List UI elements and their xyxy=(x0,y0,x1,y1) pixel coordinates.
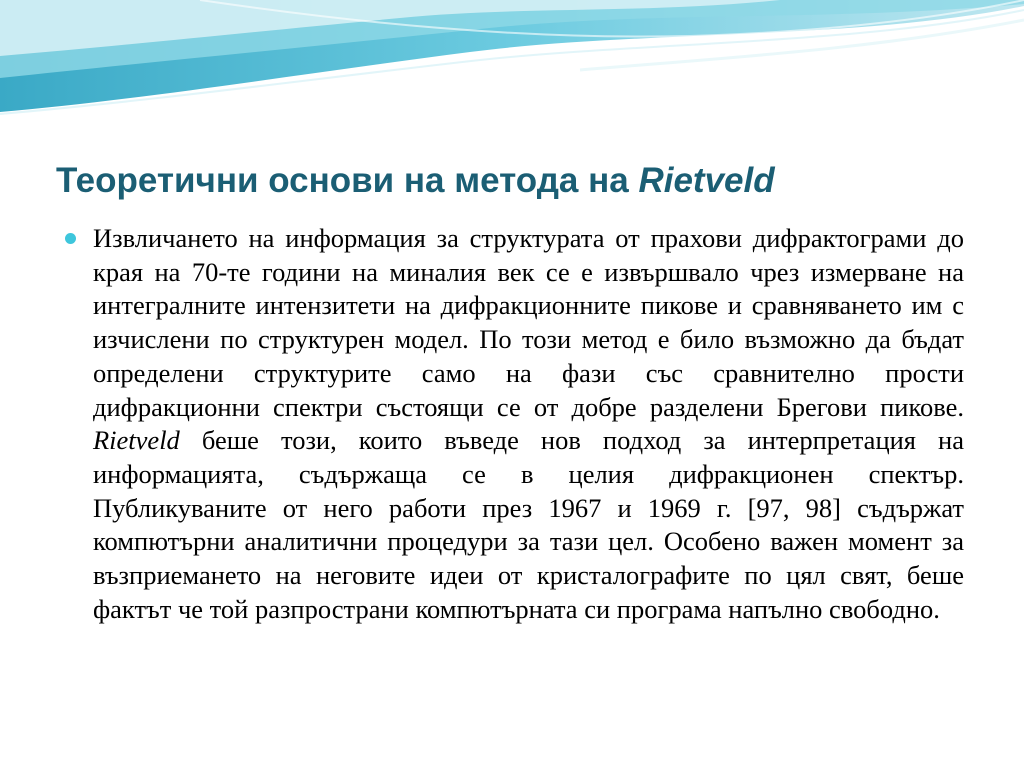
body-text-part2: беше този, които въведе нов подход за интерпретация на информацията, съдържаща се в целия дифракционен спектър. Публикуваните от него работи през 1967 и 1969 г. [97, 98] съдържат компютърни аналитични процедури за тази цел. Особено важен момент за възприемането на неговите идеи от кристалографите по цял свят, беше фактът че той разпространи компютърната си програма напълно свободно. xyxy=(93,425,964,624)
body-emphasis-text: Rietveld xyxy=(93,425,180,456)
slide-title xyxy=(56,157,996,205)
title-main-text: Теоретични основи на метода на xyxy=(56,161,639,200)
body-text-part1: Извличането на информация за структурата от прахови дифрактограми до края на 70-те години на миналия век се е извършвало чрез измерване на интегралните интензитети на дифракционните пикове и сравняването им с изчислени по структурен модел. По този метод е било възможно да бъдат определени структурите само на фази със сравнително прости дифракционни спектри състоящи се от добре разделени Брегови пикове. xyxy=(93,223,964,422)
bullet-dot-icon xyxy=(65,233,76,244)
decorative-wave-banner xyxy=(0,0,1024,130)
bullet-list-item xyxy=(62,222,964,626)
title-emphasis-text: Rietveld xyxy=(638,161,775,200)
bullet-body-text xyxy=(93,222,964,626)
